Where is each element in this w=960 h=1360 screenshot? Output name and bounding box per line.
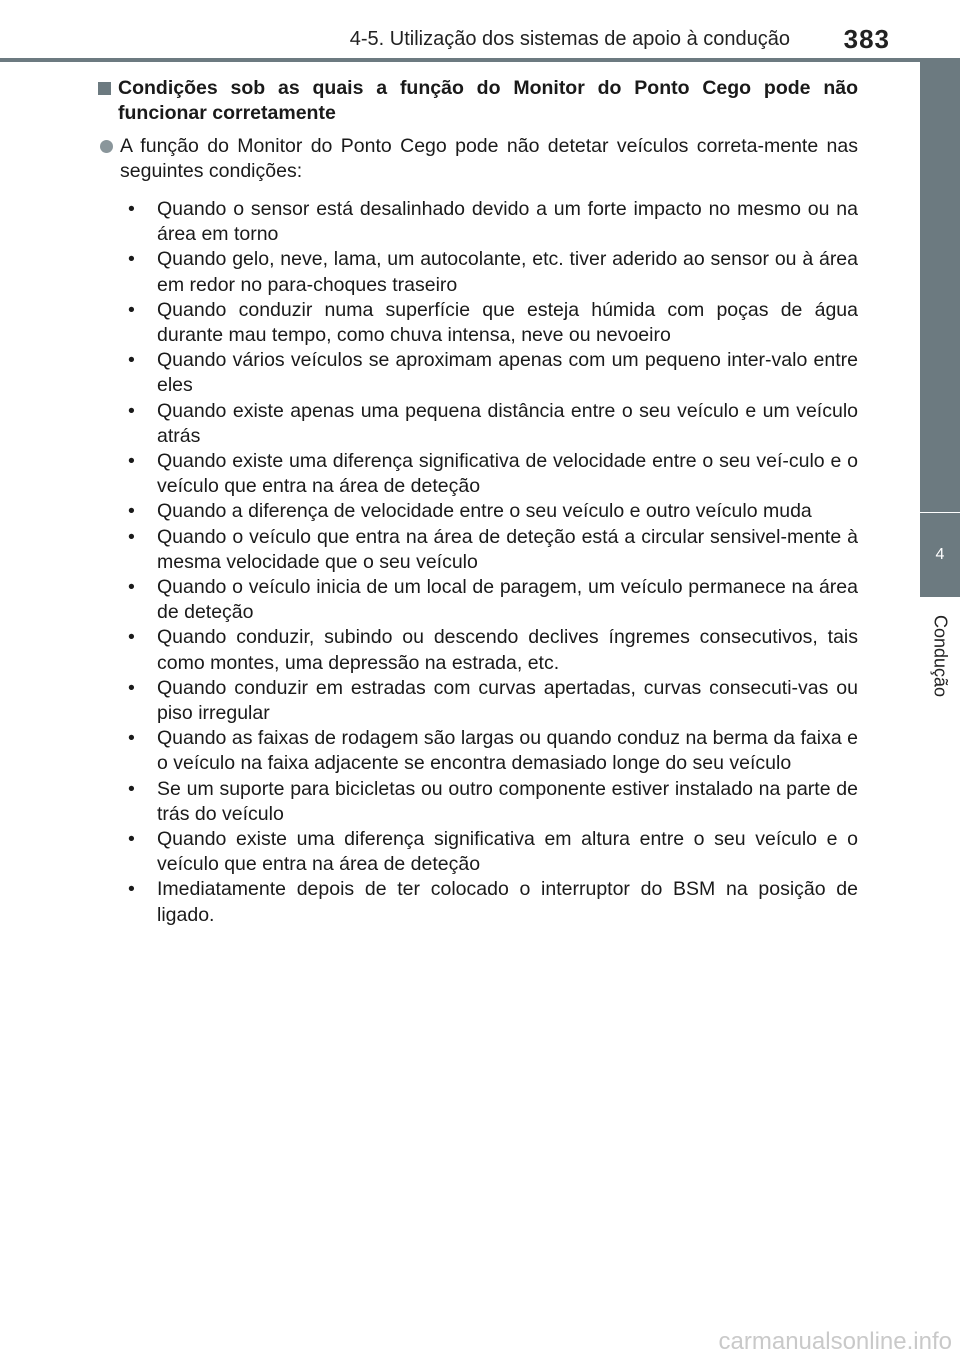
list-item xyxy=(128,449,858,499)
list-item-text: Quando conduzir numa superfície que esteja húmida com poças de água durante mau tempo, como chuva intensa, neve ou nevoeiro xyxy=(157,298,858,347)
list-item xyxy=(128,777,858,827)
list-item-text: Quando o veículo inicia de um local de paragem, um veículo permanece na área de deteção xyxy=(157,576,858,624)
chapter-label-tab xyxy=(920,597,960,715)
watermark: carmanualsonline.info xyxy=(718,1328,952,1355)
section-title: 4-5. Utilização dos sistemas de apoio à condução xyxy=(349,28,790,50)
bullet-dot: • xyxy=(128,576,135,599)
bullet-dot: • xyxy=(128,727,135,750)
section-heading-text: Condições sob as quais a função do Monitor do Ponto Cego pode não funcionar corretamente xyxy=(118,77,858,124)
list-item-text: Quando a diferença de velocidade entre o seu veículo e outro veículo muda xyxy=(157,500,812,523)
header-divider xyxy=(0,58,960,62)
side-tab-bar xyxy=(920,62,960,512)
section-heading xyxy=(98,76,858,126)
bullet-dot: • xyxy=(128,248,135,271)
bullet-dot: • xyxy=(128,777,135,800)
bullet-dot: • xyxy=(128,626,135,649)
list-item xyxy=(128,399,858,449)
list-item xyxy=(128,197,858,247)
bullet-dot: • xyxy=(128,399,135,422)
intro-paragraph xyxy=(98,134,858,184)
list-item-text: Quando o sensor está desalinhado devido a um forte impacto no mesmo ou na área em torno xyxy=(157,198,858,246)
chapter-tab xyxy=(920,513,960,597)
list-item xyxy=(128,247,858,297)
list-item-text: Quando existe apenas uma pequena distância entre o seu veículo e um veículo atrás xyxy=(157,399,858,447)
bullet-dot: • xyxy=(128,828,135,851)
list-item-text: Imediatamente depois de ter colocado o interruptor do BSM na posição de ligado. xyxy=(157,878,858,926)
list-item-text: Quando gelo, neve, lama, um autocolante, etc. tiver aderido ao sensor ou à área em redor no para-choques traseiro xyxy=(157,248,858,296)
main-content xyxy=(98,76,858,928)
list-item xyxy=(128,676,858,726)
list-item-text: Quando vários veículos se aproximam apenas com um pequeno inter-valo entre eles xyxy=(157,349,858,397)
list-item xyxy=(128,625,858,675)
page-number: 383 xyxy=(843,24,890,54)
list-item-text: Quando existe uma diferença significativa em altura entre o seu veículo e o veículo que entra na área de deteção xyxy=(157,828,858,876)
bullet-dot: • xyxy=(128,298,135,321)
chapter-number: 4 xyxy=(935,546,945,563)
bullet-dot: • xyxy=(128,349,135,372)
conditions-list xyxy=(98,197,858,928)
bullet-dot: • xyxy=(128,525,135,548)
bullet-dot: • xyxy=(128,676,135,699)
list-item-text: Quando o veículo que entra na área de deteção está a circular sensivel-mente à mesma velocidade que o seu veículo xyxy=(157,525,858,573)
list-item-text: Quando conduzir em estradas com curvas apertadas, curvas consecuti-vas ou piso irregular xyxy=(157,676,858,725)
square-bullet-icon xyxy=(98,82,111,95)
list-item-text: Quando conduzir, subindo ou descendo declives íngremes consecutivos, tais como montes, uma depressão na estrada, etc. xyxy=(157,626,858,674)
chapter-label: Condução xyxy=(930,614,951,698)
list-item-text: Quando existe uma diferença significativa de velocidade entre o seu veí-culo e o veículo que entra na área de deteção xyxy=(157,450,858,498)
list-item xyxy=(128,726,858,776)
bullet-dot: • xyxy=(128,500,135,523)
page-header xyxy=(0,0,960,60)
list-item-text: Quando as faixas de rodagem são largas ou quando conduz na berma da faixa e o veículo na faixa adjacente se encontra demasiado longe do seu veículo xyxy=(157,727,858,775)
intro-text: A função do Monitor do Ponto Cego pode não detetar veículos correta-mente nas seguintes condições: xyxy=(120,135,858,182)
list-item xyxy=(128,877,858,927)
list-item xyxy=(128,525,858,575)
list-item xyxy=(128,499,858,524)
list-item-text: Se um suporte para bicicletas ou outro componente estiver instalado na parte de trás do veículo xyxy=(157,777,858,825)
bullet-dot: • xyxy=(128,198,135,220)
list-item xyxy=(128,575,858,625)
list-item xyxy=(128,827,858,877)
bullet-dot: • xyxy=(128,878,135,901)
bullet-dot: • xyxy=(128,450,135,473)
list-item xyxy=(128,298,858,348)
circle-bullet-icon xyxy=(100,140,113,153)
list-item xyxy=(128,348,858,398)
